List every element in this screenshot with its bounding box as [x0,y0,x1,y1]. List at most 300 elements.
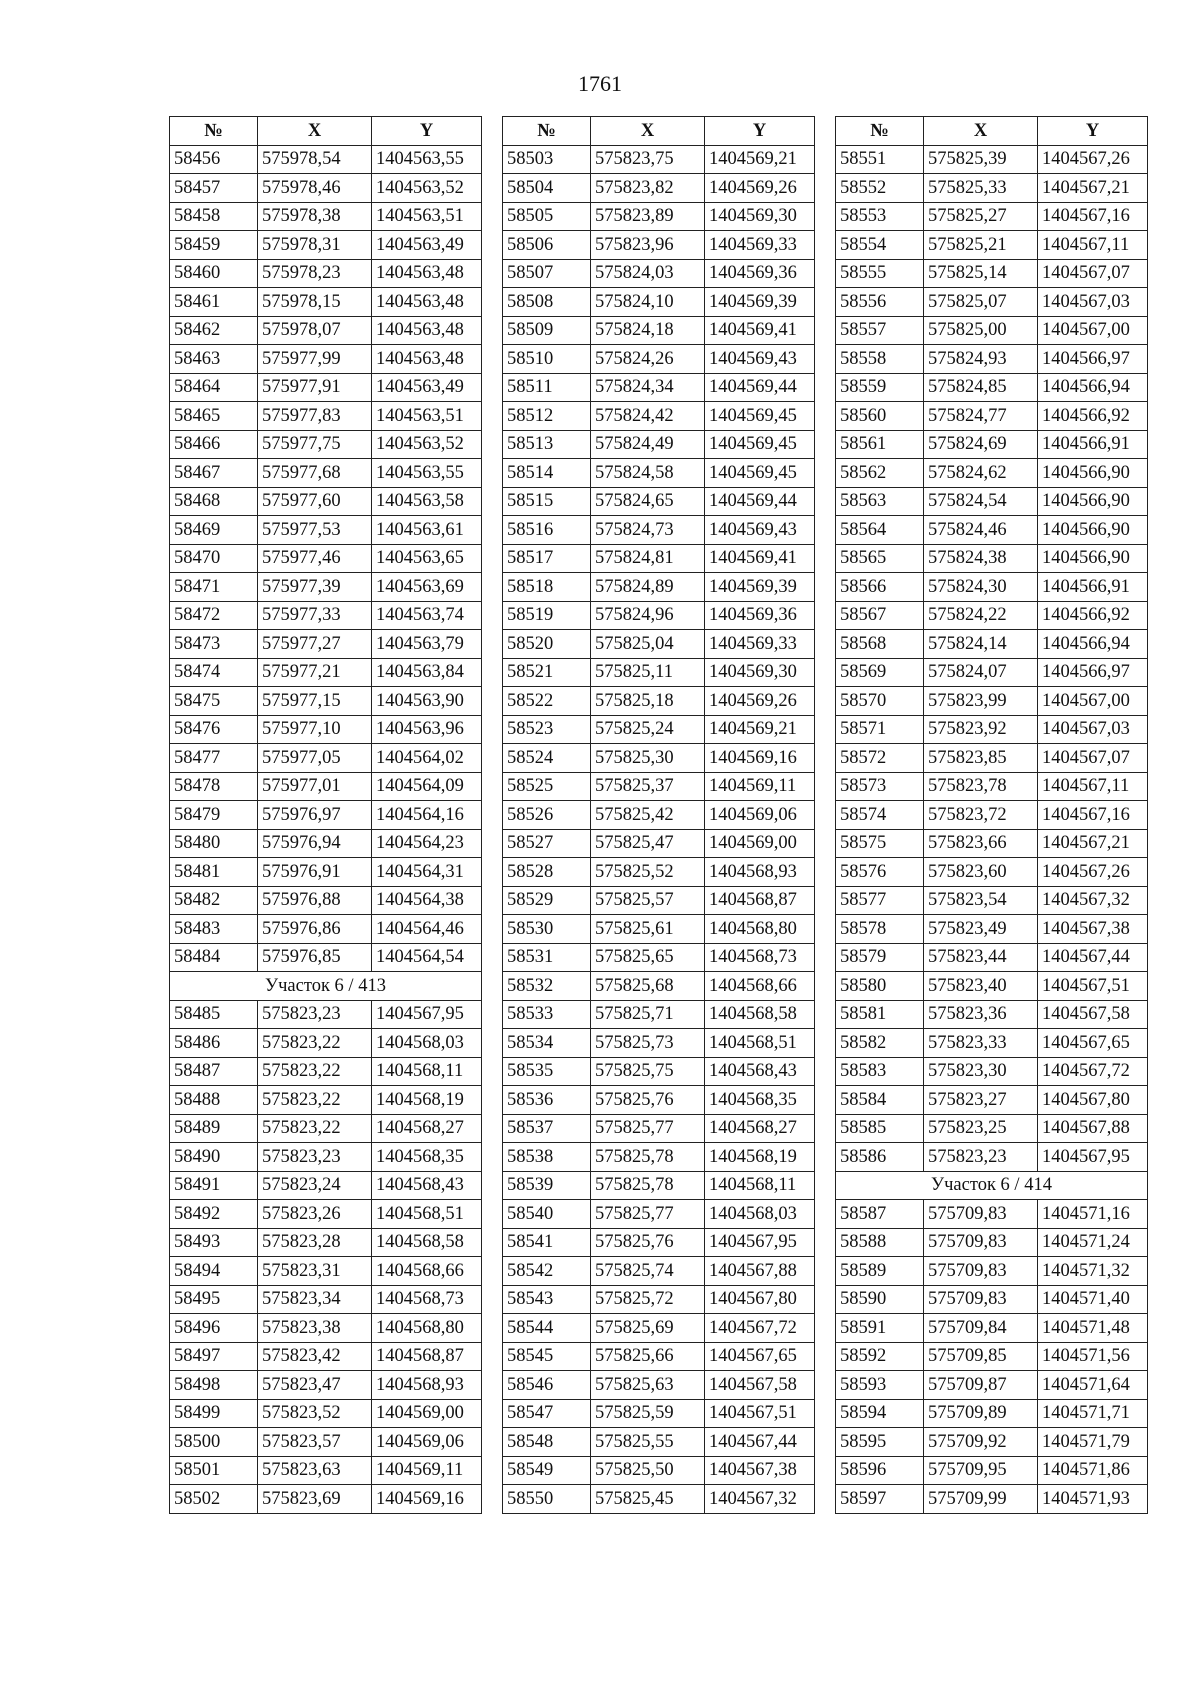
cell-number: 58493 [170,1228,258,1257]
cell-number: 58543 [503,1285,591,1314]
cell-y: 1404567,07 [1038,744,1148,773]
cell-y: 1404569,43 [705,345,815,374]
cell-x: 575978,31 [258,231,372,260]
table-row [503,1114,815,1143]
cell-y: 1404563,61 [372,516,482,545]
cell-y: 1404568,58 [372,1228,482,1257]
cell-x: 575824,26 [591,345,705,374]
cell-x: 575977,60 [258,487,372,516]
table-row [170,829,482,858]
cell-x: 575825,63 [591,1371,705,1400]
cell-y: 1404568,93 [705,858,815,887]
cell-x: 575824,77 [924,402,1038,431]
cell-y: 1404568,66 [372,1257,482,1286]
table-row [170,1456,482,1485]
cell-y: 1404567,38 [1038,915,1148,944]
cell-y: 1404568,03 [372,1029,482,1058]
table-header-row [503,117,815,146]
table-row [170,430,482,459]
cell-x: 575977,10 [258,715,372,744]
table-row [836,1086,1148,1115]
cell-x: 575824,18 [591,316,705,345]
cell-x: 575824,65 [591,487,705,516]
cell-number: 58591 [836,1314,924,1343]
table-row [503,1257,815,1286]
cell-x: 575823,75 [591,145,705,174]
table-row [836,744,1148,773]
table-row [836,202,1148,231]
cell-x: 575976,85 [258,943,372,972]
cell-number: 58518 [503,573,591,602]
table-row [503,1485,815,1514]
cell-number: 58580 [836,972,924,1001]
table-row [836,972,1148,1001]
table-row [836,886,1148,915]
cell-number: 58465 [170,402,258,431]
cell-y: 1404569,30 [705,658,815,687]
table-row [170,544,482,573]
cell-y: 1404563,51 [372,402,482,431]
section-title: Участок 6 / 413 [170,972,482,1001]
cell-x: 575824,34 [591,373,705,402]
cell-number: 58545 [503,1342,591,1371]
cell-number: 58577 [836,886,924,915]
cell-x: 575709,83 [924,1285,1038,1314]
cell-number: 58571 [836,715,924,744]
cell-number: 58564 [836,516,924,545]
table-row [170,772,482,801]
table-row [503,288,815,317]
cell-y: 1404568,80 [372,1314,482,1343]
cell-x: 575825,74 [591,1257,705,1286]
table-row [836,858,1148,887]
table-row [836,174,1148,203]
cell-x: 575976,97 [258,801,372,830]
cell-y: 1404567,00 [1038,316,1148,345]
cell-x: 575823,99 [924,687,1038,716]
cell-number: 58517 [503,544,591,573]
cell-number: 58529 [503,886,591,915]
cell-x: 575824,49 [591,430,705,459]
header-number: № [503,117,591,146]
table-row [503,772,815,801]
table-row [836,487,1148,516]
cell-number: 58544 [503,1314,591,1343]
cell-x: 575825,33 [924,174,1038,203]
cell-y: 1404567,21 [1038,174,1148,203]
table-row [836,1456,1148,1485]
cell-number: 58456 [170,145,258,174]
table-row [836,801,1148,830]
cell-x: 575823,34 [258,1285,372,1314]
cell-number: 58457 [170,174,258,203]
table-row [836,1000,1148,1029]
table-row [170,744,482,773]
cell-y: 1404568,11 [705,1171,815,1200]
cell-y: 1404568,43 [705,1057,815,1086]
cell-x: 575824,96 [591,601,705,630]
cell-number: 58558 [836,345,924,374]
cell-y: 1404571,32 [1038,1257,1148,1286]
cell-number: 58569 [836,658,924,687]
cell-x: 575823,23 [258,1000,372,1029]
cell-number: 58489 [170,1114,258,1143]
table-row [836,345,1148,374]
cell-y: 1404569,39 [705,288,815,317]
table-row [503,1143,815,1172]
table-row [503,1285,815,1314]
cell-y: 1404567,07 [1038,259,1148,288]
cell-number: 58592 [836,1342,924,1371]
cell-x: 575823,22 [258,1114,372,1143]
table-row [836,630,1148,659]
cell-x: 575825,18 [591,687,705,716]
cell-y: 1404563,48 [372,259,482,288]
cell-y: 1404568,51 [372,1200,482,1229]
cell-x: 575977,91 [258,373,372,402]
table-row [170,459,482,488]
table-row [836,715,1148,744]
cell-number: 58536 [503,1086,591,1115]
cell-number: 58552 [836,174,924,203]
cell-number: 58471 [170,573,258,602]
cell-number: 58575 [836,829,924,858]
cell-y: 1404567,26 [1038,858,1148,887]
cell-y: 1404566,92 [1038,601,1148,630]
cell-y: 1404568,51 [705,1029,815,1058]
table-row [503,915,815,944]
cell-number: 58476 [170,715,258,744]
cell-number: 58526 [503,801,591,830]
table-row [170,373,482,402]
table-row [836,1428,1148,1457]
cell-x: 575825,37 [591,772,705,801]
cell-x: 575977,15 [258,687,372,716]
cell-number: 58475 [170,687,258,716]
cell-number: 58582 [836,1029,924,1058]
table-row [170,1000,482,1029]
table-row [836,1057,1148,1086]
cell-y: 1404569,44 [705,487,815,516]
cell-x: 575825,61 [591,915,705,944]
cell-x: 575823,54 [924,886,1038,915]
table-row [170,1029,482,1058]
cell-number: 58587 [836,1200,924,1229]
cell-y: 1404568,43 [372,1171,482,1200]
cell-x: 575977,21 [258,658,372,687]
table-row [503,972,815,1001]
cell-y: 1404569,45 [705,430,815,459]
cell-y: 1404564,23 [372,829,482,858]
cell-y: 1404566,90 [1038,516,1148,545]
cell-number: 58538 [503,1143,591,1172]
cell-number: 58509 [503,316,591,345]
cell-number: 58565 [836,544,924,573]
cell-x: 575825,00 [924,316,1038,345]
cell-y: 1404566,97 [1038,345,1148,374]
cell-y: 1404569,06 [705,801,815,830]
table-row [170,886,482,915]
cell-x: 575823,25 [924,1114,1038,1143]
cell-x: 575824,07 [924,658,1038,687]
table-row [503,1029,815,1058]
cell-x: 575824,14 [924,630,1038,659]
cell-number: 58556 [836,288,924,317]
cell-y: 1404563,65 [372,544,482,573]
cell-y: 1404567,58 [1038,1000,1148,1029]
table-row [503,829,815,858]
table-row [836,943,1148,972]
table-row [836,1485,1148,1514]
cell-y: 1404568,19 [372,1086,482,1115]
cell-number: 58462 [170,316,258,345]
table-row [503,1399,815,1428]
cell-x: 575825,68 [591,972,705,1001]
cell-y: 1404571,24 [1038,1228,1148,1257]
cell-x: 575823,92 [924,715,1038,744]
table-row [170,601,482,630]
cell-y: 1404566,90 [1038,487,1148,516]
header-y: Y [1038,117,1148,146]
cell-y: 1404567,88 [1038,1114,1148,1143]
cell-number: 58496 [170,1314,258,1343]
cell-x: 575824,54 [924,487,1038,516]
cell-number: 58535 [503,1057,591,1086]
cell-x: 575823,47 [258,1371,372,1400]
cell-number: 58506 [503,231,591,260]
cell-x: 575978,46 [258,174,372,203]
table-row [170,943,482,972]
table-row [503,1456,815,1485]
table-row [836,772,1148,801]
cell-y: 1404563,48 [372,288,482,317]
coordinates-table-3 [835,116,1148,1514]
cell-y: 1404571,86 [1038,1456,1148,1485]
cell-number: 58534 [503,1029,591,1058]
table-row [836,145,1148,174]
cell-y: 1404567,11 [1038,231,1148,260]
cell-x: 575824,46 [924,516,1038,545]
table-row [836,288,1148,317]
cell-number: 58585 [836,1114,924,1143]
table-row [170,1399,482,1428]
table-row [170,202,482,231]
cell-y: 1404563,69 [372,573,482,602]
table-row [503,1342,815,1371]
section-row [170,972,482,1001]
cell-y: 1404569,26 [705,174,815,203]
cell-x: 575825,77 [591,1200,705,1229]
cell-x: 575978,07 [258,316,372,345]
cell-x: 575824,81 [591,544,705,573]
cell-number: 58588 [836,1228,924,1257]
cell-number: 58584 [836,1086,924,1115]
cell-x: 575825,73 [591,1029,705,1058]
cell-x: 575823,49 [924,915,1038,944]
cell-number: 58530 [503,915,591,944]
cell-number: 58528 [503,858,591,887]
cell-y: 1404566,94 [1038,373,1148,402]
cell-y: 1404566,91 [1038,430,1148,459]
cell-y: 1404567,16 [1038,202,1148,231]
cell-number: 58481 [170,858,258,887]
table-row [170,259,482,288]
table-row [836,516,1148,545]
table-row [836,259,1148,288]
cell-y: 1404567,51 [1038,972,1148,1001]
cell-number: 58458 [170,202,258,231]
cell-number: 58583 [836,1057,924,1086]
table-row [503,145,815,174]
cell-y: 1404563,48 [372,345,482,374]
cell-x: 575825,77 [591,1114,705,1143]
cell-y: 1404567,95 [372,1000,482,1029]
table-row [503,487,815,516]
cell-number: 58595 [836,1428,924,1457]
cell-y: 1404567,80 [1038,1086,1148,1115]
table-row [170,1057,482,1086]
cell-number: 58511 [503,373,591,402]
cell-number: 58521 [503,658,591,687]
cell-y: 1404566,94 [1038,630,1148,659]
cell-number: 58586 [836,1143,924,1172]
cell-x: 575976,91 [258,858,372,887]
cell-y: 1404569,41 [705,316,815,345]
cell-x: 575825,14 [924,259,1038,288]
cell-number: 58494 [170,1257,258,1286]
cell-number: 58486 [170,1029,258,1058]
cell-x: 575825,52 [591,858,705,887]
cell-number: 58568 [836,630,924,659]
cell-number: 58504 [503,174,591,203]
cell-x: 575823,33 [924,1029,1038,1058]
table-row [836,231,1148,260]
cell-x: 575825,45 [591,1485,705,1514]
header-number: № [170,117,258,146]
cell-number: 58596 [836,1456,924,1485]
cell-x: 575823,85 [924,744,1038,773]
cell-y: 1404567,00 [1038,687,1148,716]
cell-number: 58549 [503,1456,591,1485]
cell-y: 1404567,44 [1038,943,1148,972]
cell-number: 58460 [170,259,258,288]
table-row [836,430,1148,459]
cell-x: 575709,83 [924,1257,1038,1286]
cell-x: 575978,23 [258,259,372,288]
cell-x: 575976,88 [258,886,372,915]
table-row [836,1143,1148,1172]
cell-y: 1404563,49 [372,231,482,260]
table-row [503,430,815,459]
cell-number: 58483 [170,915,258,944]
cell-number: 58597 [836,1485,924,1514]
cell-x: 575824,10 [591,288,705,317]
cell-number: 58570 [836,687,924,716]
cell-x: 575824,22 [924,601,1038,630]
cell-y: 1404567,16 [1038,801,1148,830]
coordinates-table-1 [169,116,482,1514]
table-row [170,1143,482,1172]
cell-x: 575825,57 [591,886,705,915]
cell-number: 58566 [836,573,924,602]
table-row [836,1399,1148,1428]
cell-x: 575823,66 [924,829,1038,858]
cell-number: 58502 [170,1485,258,1514]
cell-number: 58479 [170,801,258,830]
cell-y: 1404567,03 [1038,715,1148,744]
cell-x: 575977,99 [258,345,372,374]
cell-y: 1404568,73 [372,1285,482,1314]
cell-number: 58593 [836,1371,924,1400]
cell-number: 58559 [836,373,924,402]
table-row [503,886,815,915]
table-row [503,1428,815,1457]
table-row [836,1285,1148,1314]
cell-y: 1404567,21 [1038,829,1148,858]
cell-x: 575824,38 [924,544,1038,573]
cell-number: 58541 [503,1228,591,1257]
cell-y: 1404567,65 [1038,1029,1148,1058]
cell-x: 575823,72 [924,801,1038,830]
cell-x: 575977,33 [258,601,372,630]
cell-y: 1404567,44 [705,1428,815,1457]
cell-y: 1404569,16 [705,744,815,773]
cell-x: 575823,23 [258,1143,372,1172]
cell-number: 58581 [836,1000,924,1029]
cell-y: 1404571,16 [1038,1200,1148,1229]
cell-y: 1404563,55 [372,145,482,174]
table-row [503,658,815,687]
cell-x: 575709,85 [924,1342,1038,1371]
cell-y: 1404567,95 [705,1228,815,1257]
cell-number: 58484 [170,943,258,972]
cell-x: 575825,72 [591,1285,705,1314]
header-y: Y [705,117,815,146]
section-row [836,1171,1148,1200]
cell-number: 58505 [503,202,591,231]
table-row [503,345,815,374]
cell-y: 1404563,58 [372,487,482,516]
table-row [836,1314,1148,1343]
cell-y: 1404567,11 [1038,772,1148,801]
cell-x: 575709,99 [924,1485,1038,1514]
cell-y: 1404569,00 [372,1399,482,1428]
cell-number: 58572 [836,744,924,773]
cell-y: 1404568,93 [372,1371,482,1400]
cell-y: 1404567,38 [705,1456,815,1485]
cell-number: 58527 [503,829,591,858]
cell-x: 575823,52 [258,1399,372,1428]
cell-number: 58474 [170,658,258,687]
cell-number: 58531 [503,943,591,972]
cell-number: 58459 [170,231,258,260]
table-row [170,1228,482,1257]
cell-y: 1404563,52 [372,430,482,459]
cell-y: 1404569,30 [705,202,815,231]
cell-x: 575825,66 [591,1342,705,1371]
cell-y: 1404564,38 [372,886,482,915]
cell-number: 58520 [503,630,591,659]
cell-x: 575709,83 [924,1200,1038,1229]
cell-number: 58590 [836,1285,924,1314]
cell-y: 1404567,72 [705,1314,815,1343]
cell-x: 575976,86 [258,915,372,944]
cell-y: 1404564,46 [372,915,482,944]
table-row [503,544,815,573]
cell-y: 1404564,02 [372,744,482,773]
cell-x: 575823,22 [258,1086,372,1115]
table-row [836,316,1148,345]
